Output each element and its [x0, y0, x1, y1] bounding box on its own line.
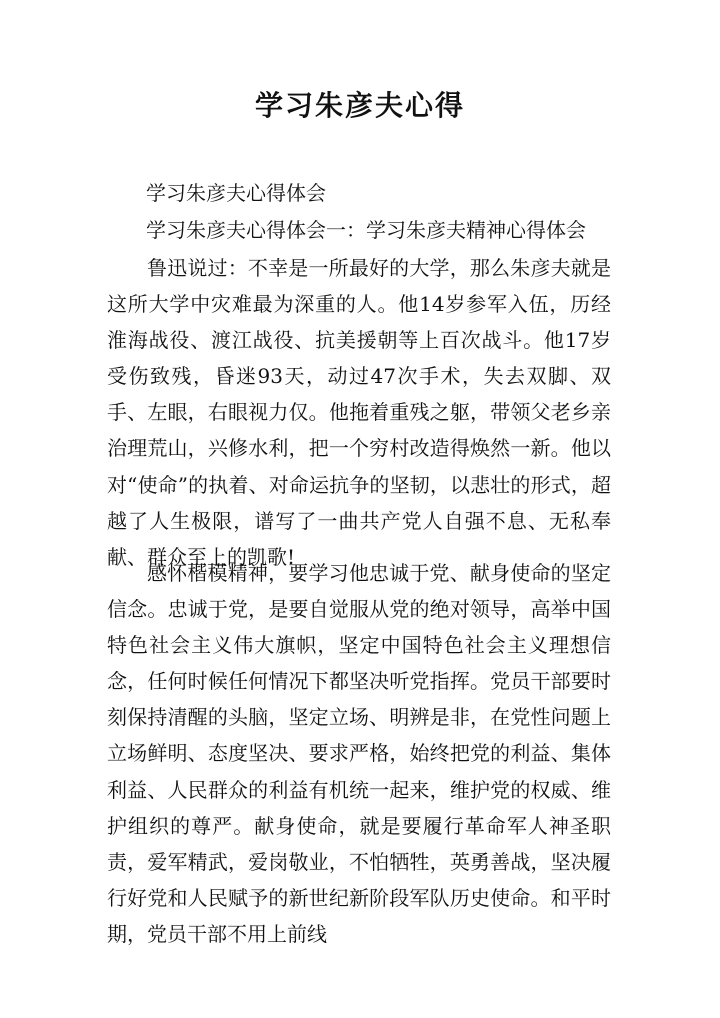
section-heading: 学习朱彦夫心得体会 — [146, 181, 326, 205]
body-paragraph-1: 鲁迅说过：不幸是一所最好的大学，那么朱彦夫就是这所大学中灾难最为深重的人。他14岁参军入伍，历经淮海战役、渡江战役、抗美援朝等上百次战斗。他17岁受伤致残，昏迷93天，动过47次手术，失去双脚、双手、左眼，右眼视力仅。他拖着重残之躯，带领父老乡亲治理荒山，兴修水利，把一个穷村改造得焕然一新。他以对“使命”的执着、对命运抗争的坚韧，以悲壮的形式，超越了人生极限，谱写了一曲共产党人自强不息、无私奉献、群众至上的凯歌! — [107, 256, 611, 569]
document-title: 学习朱彦夫心得 — [254, 89, 465, 122]
body-paragraph-2: 感怀楷模精神，要学习他忠诚于党、献身使命的坚定信念。忠诚于党，是要自觉服从党的绝对领导，高举中国特色社会主义伟大旗帜，坚定中国特色社会主义理想信念，任何时候任何情况下都坚决听党指挥。党员干部要时刻保持清醒的头脑，坚定立场、明辨是非，在党性问题上立场鲜明、态度坚决、要求严格，始终把党的利益、集体利益、人民群众的利益有机统一起来，维护党的权威、维护组织的尊严。献身使命，就是要履行革命军人神圣职责，爱军精武，爱岗敬业，不怕牺牲，英勇善战，坚决履行好党和人民赋予的新世纪新阶段军队历史使命。和平时期，党员干部不用上前线 — [107, 561, 611, 946]
subsection-heading: 学习朱彦夫心得体会一：学习朱彦夫精神心得体会 — [146, 218, 586, 242]
